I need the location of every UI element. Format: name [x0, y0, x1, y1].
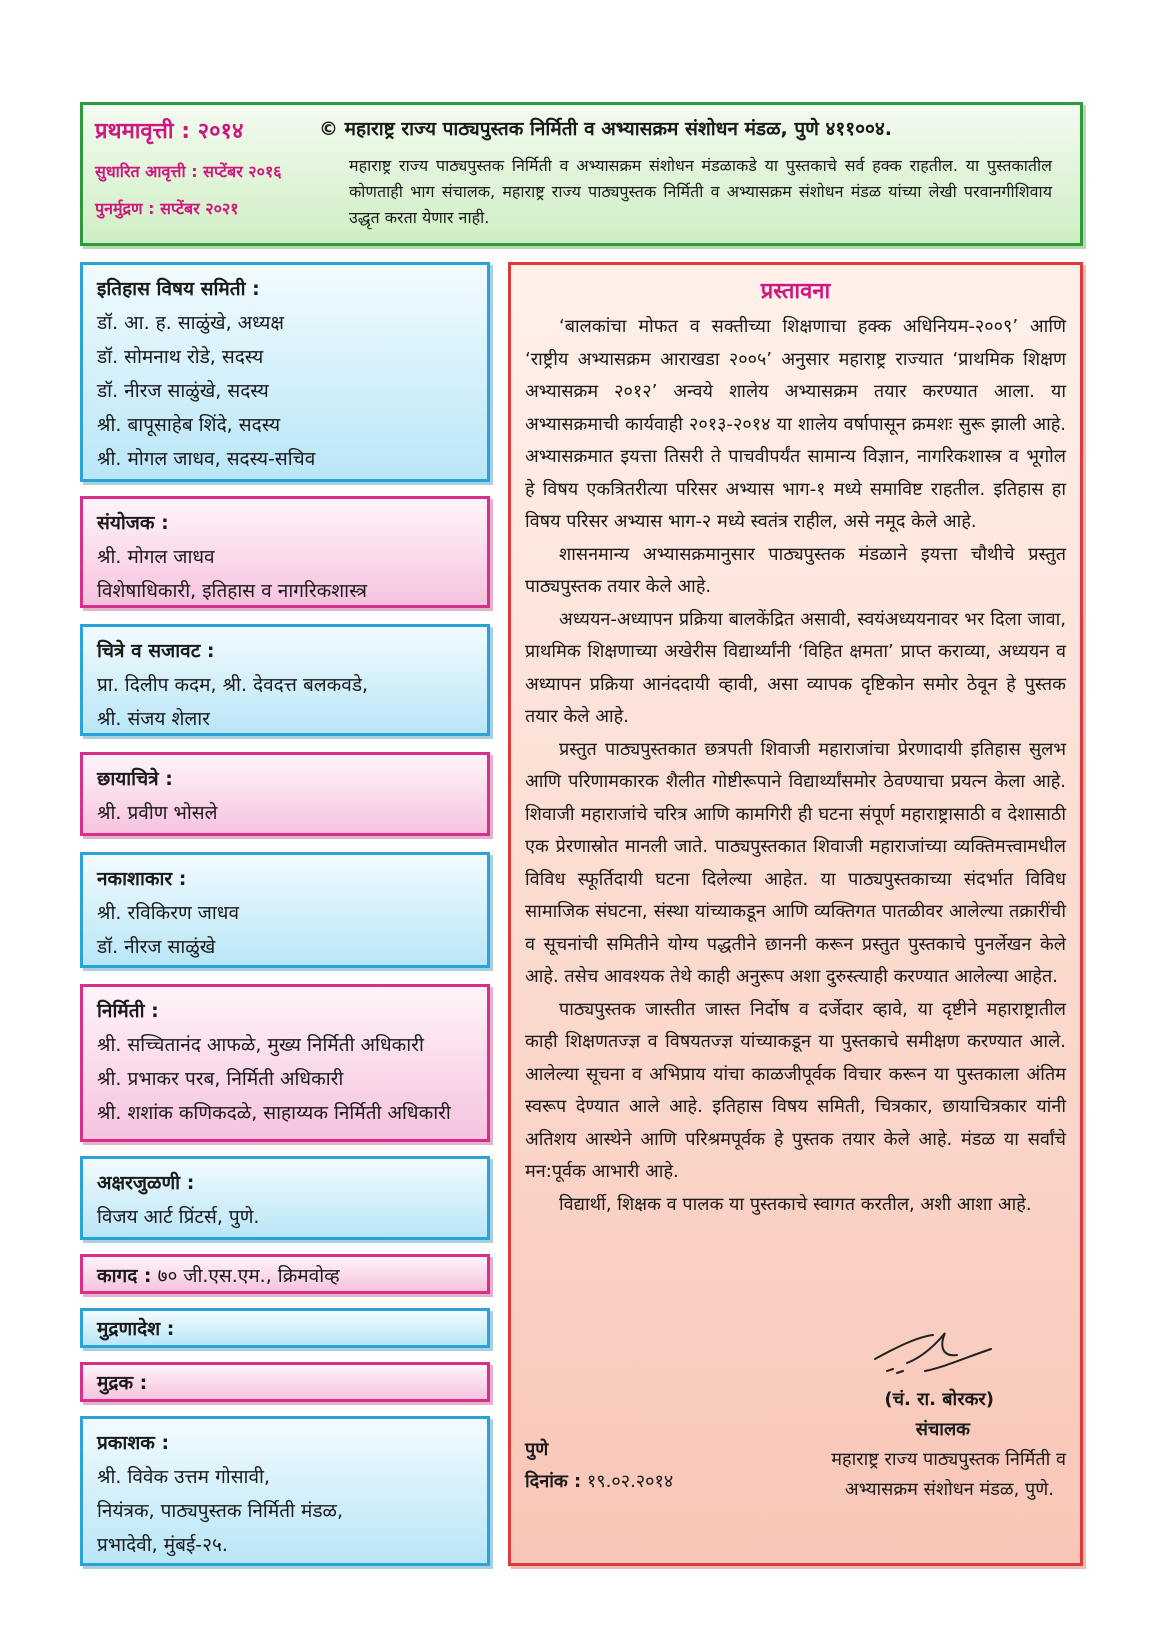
paper-value: ७० जी.एस.एम., क्रिमवोव्ह [157, 1265, 340, 1287]
reprint-edition: पुनर्मुद्रण : सप्टेंबर २०२१ [95, 199, 239, 218]
coordinator-box [80, 496, 490, 608]
production-box [80, 984, 490, 1142]
preface-title: प्रस्तावना [760, 279, 831, 304]
print-order-heading: मुद्रणादेश : [97, 1318, 175, 1340]
signatory-title: संचालक [915, 1419, 970, 1440]
committee-member: डॉ. सोमनाथ रोडे, सदस्य [97, 346, 264, 368]
signature-mark [867, 1327, 997, 1387]
maps-heading: नकाशाकार : [97, 868, 187, 890]
maps-line: श्री. रविकिरण जाधव [97, 902, 240, 924]
paper-heading: कागद : [97, 1265, 152, 1287]
production-line: श्री. प्रभाकर परब, निर्मिती अधिकारी [97, 1068, 344, 1090]
copyright-line: © महाराष्ट्र राज्य पाठ्यपुस्तक निर्मिती व अभ्यासक्रम संशोधन मंडळ, पुणे ४११००४. [319, 118, 893, 140]
publisher-line: प्रभादेवी, मुंबई-२५. [97, 1534, 228, 1556]
date-label: दिनांक : [525, 1471, 582, 1492]
place: पुणे [525, 1439, 549, 1460]
coordinator-line: विशेषाधिकारी, इतिहास व नागरिकशास्त्र [97, 580, 367, 602]
production-heading: निर्मिती : [97, 1000, 159, 1022]
preface-paragraph: अध्ययन-अध्यापन प्रक्रिया बालकेंद्रित असावी, स्वयंअध्ययनावर भर दिला जावा, प्राथमिक शिक्षणाच्या अखेरीस विद्यार्थ्यांनी ‘विहित क्षमता’ प्राप्त कराव्या, अध्ययन व अध्यापन प्रक्रिया आनंददायी व्हावी, असा व्यापक दृष्टिकोन समोर ठेवून हे पुस्तक तयार केले आहे. [525, 608, 1066, 727]
illustration-heading: चित्रे व सजावट : [97, 640, 215, 662]
revised-edition: सुधारित आवृत्ती : सप्टेंबर २०१६ [95, 162, 282, 181]
illustration-line: प्रा. दिलीप कदम, श्री. देवदत्त बलकवडे, [97, 674, 369, 696]
photos-line: श्री. प्रवीण भोसले [97, 802, 218, 824]
preface-paragraph: विद्यार्थी, शिक्षक व पालक या पुस्तकाचे स्वागत करतील, अशी आशा आहे. [559, 1193, 1032, 1215]
publisher-heading: प्रकाशक : [97, 1432, 170, 1454]
publisher-box [80, 1416, 490, 1566]
committee-heading: इतिहास विषय समिती : [97, 278, 260, 300]
rights-note: महाराष्ट्र राज्य पाठ्यपुस्तक निर्मिती व अभ्यासक्रम संशोधन मंडळाकडे या पुस्तकाचे सर्व हक्क राहतील. या पुस्तकातील कोणताही भाग संचालक, महाराष्ट्र राज्य पाठ्यपुस्तक निर्मिती व अभ्यासक्रम संशोधन मंडळ यांच्या लेखी परवानगीशिवाय उद्धृत करता येणार नाही. [349, 156, 1052, 227]
publisher-line: नियंत्रक, पाठ्यपुस्तक निर्मिती मंडळ, [97, 1500, 344, 1522]
illustration-box [80, 624, 490, 736]
printer-box [80, 1362, 490, 1402]
illustration-line: श्री. संजय शेलार [97, 708, 210, 730]
printer-heading: मुद्रक : [97, 1372, 148, 1394]
print-order-box [80, 1308, 490, 1348]
typesetting-heading: अक्षरजुळणी : [97, 1172, 195, 1194]
preface-body [511, 311, 1080, 1221]
committee-member: डॉ. नीरज साळुंखे, सदस्य [97, 380, 269, 402]
photos-heading: छायाचित्रे : [97, 768, 173, 790]
edition-header [80, 102, 1083, 246]
production-line: श्री. सच्चितानंद आफळे, मुख्य निर्मिती अधिकारी [97, 1034, 424, 1056]
date [525, 1469, 673, 1493]
typesetting-box [80, 1156, 490, 1240]
maps-line: डॉ. नीरज साळुंखे [97, 936, 216, 958]
signatory-name: (चं. रा. बोरकर) [884, 1389, 994, 1410]
production-line: श्री. शशांक कणिकदळे, साहाय्यक निर्मिती अधिकारी [97, 1102, 451, 1124]
preface-paragraph: प्रस्तुत पाठ्यपुस्तकात छत्रपती शिवाजी महाराजांचा प्रेरणादायी इतिहास सुलभ आणि परिणामकारक शैलीत गोष्टीरूपाने विद्यार्थ्यांसमोर ठेवण्याचा प्रयत्न केला आहे. शिवाजी महाराजांचे चरित्र आणि कामगिरी ही घटना संपूर्ण महाराष्ट्रासाठी व देशासाठी एक प्रेरणास्रोत मानली जाते. पाठ्यपुस्तकात शिवाजी महाराजांच्या व्यक्तिमत्त्वामधील विविध स्फूर्तिदायी घटना दिलेल्या आहेत. या पाठ्यपुस्तकाच्या संदर्भात विविध सामाजिक संघटना, संस्था यांच्याकडून आणि व्यक्तिगत पातळीवर आलेल्या तक्रारींची व सूचनांची समितीने योग्य पद्धतीने छाननी करून प्रस्तुत पुस्तकाचे पुनर्लेखन केले आहे. तसेच आवश्यक तेथे काही अनुरूप अशा दुरुस्त्याही करण्यात आलेल्या आहेत. [525, 738, 1066, 987]
committee-member: डॉ. आ. ह. साळुंखे, अध्यक्ष [97, 312, 284, 334]
preface-paragraph: शासनमान्य अभ्यासक्रमानुसार पाठ्यपुस्तक मंडळाने इयत्ता चौथीचे प्रस्तुत पाठ्यपुस्तक तयार केले आहे. [525, 543, 1066, 597]
preface-box [508, 262, 1083, 1566]
committee-member: श्री. बापूसाहेब शिंदे, सदस्य [97, 414, 281, 436]
history-committee-box [80, 262, 490, 482]
typesetting-line: विजय आर्ट प्रिंटर्स, पुणे. [97, 1206, 260, 1228]
signatory-organization: अभ्यासक्रम संशोधन मंडळ, पुणे. [844, 1479, 1054, 1500]
paper-box [80, 1254, 490, 1294]
preface-paragraph: पाठ्यपुस्तक जास्तीत जास्त निर्दोष व दर्जेदार व्हावे, या दृष्टीने महाराष्ट्रातील काही शिक्षणतज्ज्ञ व विषयतज्ज्ञ यांच्याकडून या पुस्तकाचे समीक्षण करण्यात आले. आलेल्या सूचना व अभिप्राय यांचा काळजीपूर्वक विचार करून या पुस्तकाला अंतिम स्वरूप देण्यात आले आहे. इतिहास विषय समिती, चित्रकार, छायाचित्रकार यांनी अतिशय आस्थेने आणि परिश्रमपूर्वक हे पुस्तक तयार केले आहे. मंडळ या सर्वांचे मन:पूर्वक आभारी आहे. [525, 998, 1066, 1182]
committee-member: श्री. मोगल जाधव, सदस्य-सचिव [97, 448, 316, 470]
first-edition: प्रथमावृत्ती : २०१४ [95, 119, 244, 144]
maps-box [80, 852, 490, 968]
coordinator-heading: संयोजक : [97, 512, 169, 534]
signatory-organization: महाराष्ट्र राज्य पाठ्यपुस्तक निर्मिती व [831, 1449, 1066, 1470]
preface-paragraph: ‘बालकांचा मोफत व सक्तीच्या शिक्षणाचा हक्क अधिनियम-२००९’ आणि ‘राष्ट्रीय अभ्यासक्रम आराखडा २००५’ अनुसार महाराष्ट्र राज्यात ‘प्राथमिक शिक्षण अभ्यासक्रम २०१२’ अन्वये शालेय अभ्यासक्रम तयार करण्यात आला. या अभ्यासक्रमाची कार्यवाही २०१३-२०१४ या शालेय वर्षापासून क्रमशः सुरू झाली आहे. अभ्यासक्रमात इयत्ता तिसरी ते पाचवीपर्यंत सामान्य विज्ञान, नागरिकशास्त्र व भूगोल हे विषय एकत्रितरीत्या परिसर अभ्यास भाग-१ मध्ये समाविष्ट राहतील. इतिहास हा विषय परिसर अभ्यास भाग-२ मध्ये स्वतंत्र राहील, असे नमूद केले आहे. [525, 316, 1066, 532]
coordinator-line: श्री. मोगल जाधव [97, 546, 215, 568]
publisher-line: श्री. विवेक उत्तम गोसावी, [97, 1466, 270, 1488]
photos-box [80, 752, 490, 836]
date-value: १९.०२.२०१४ [586, 1471, 674, 1492]
